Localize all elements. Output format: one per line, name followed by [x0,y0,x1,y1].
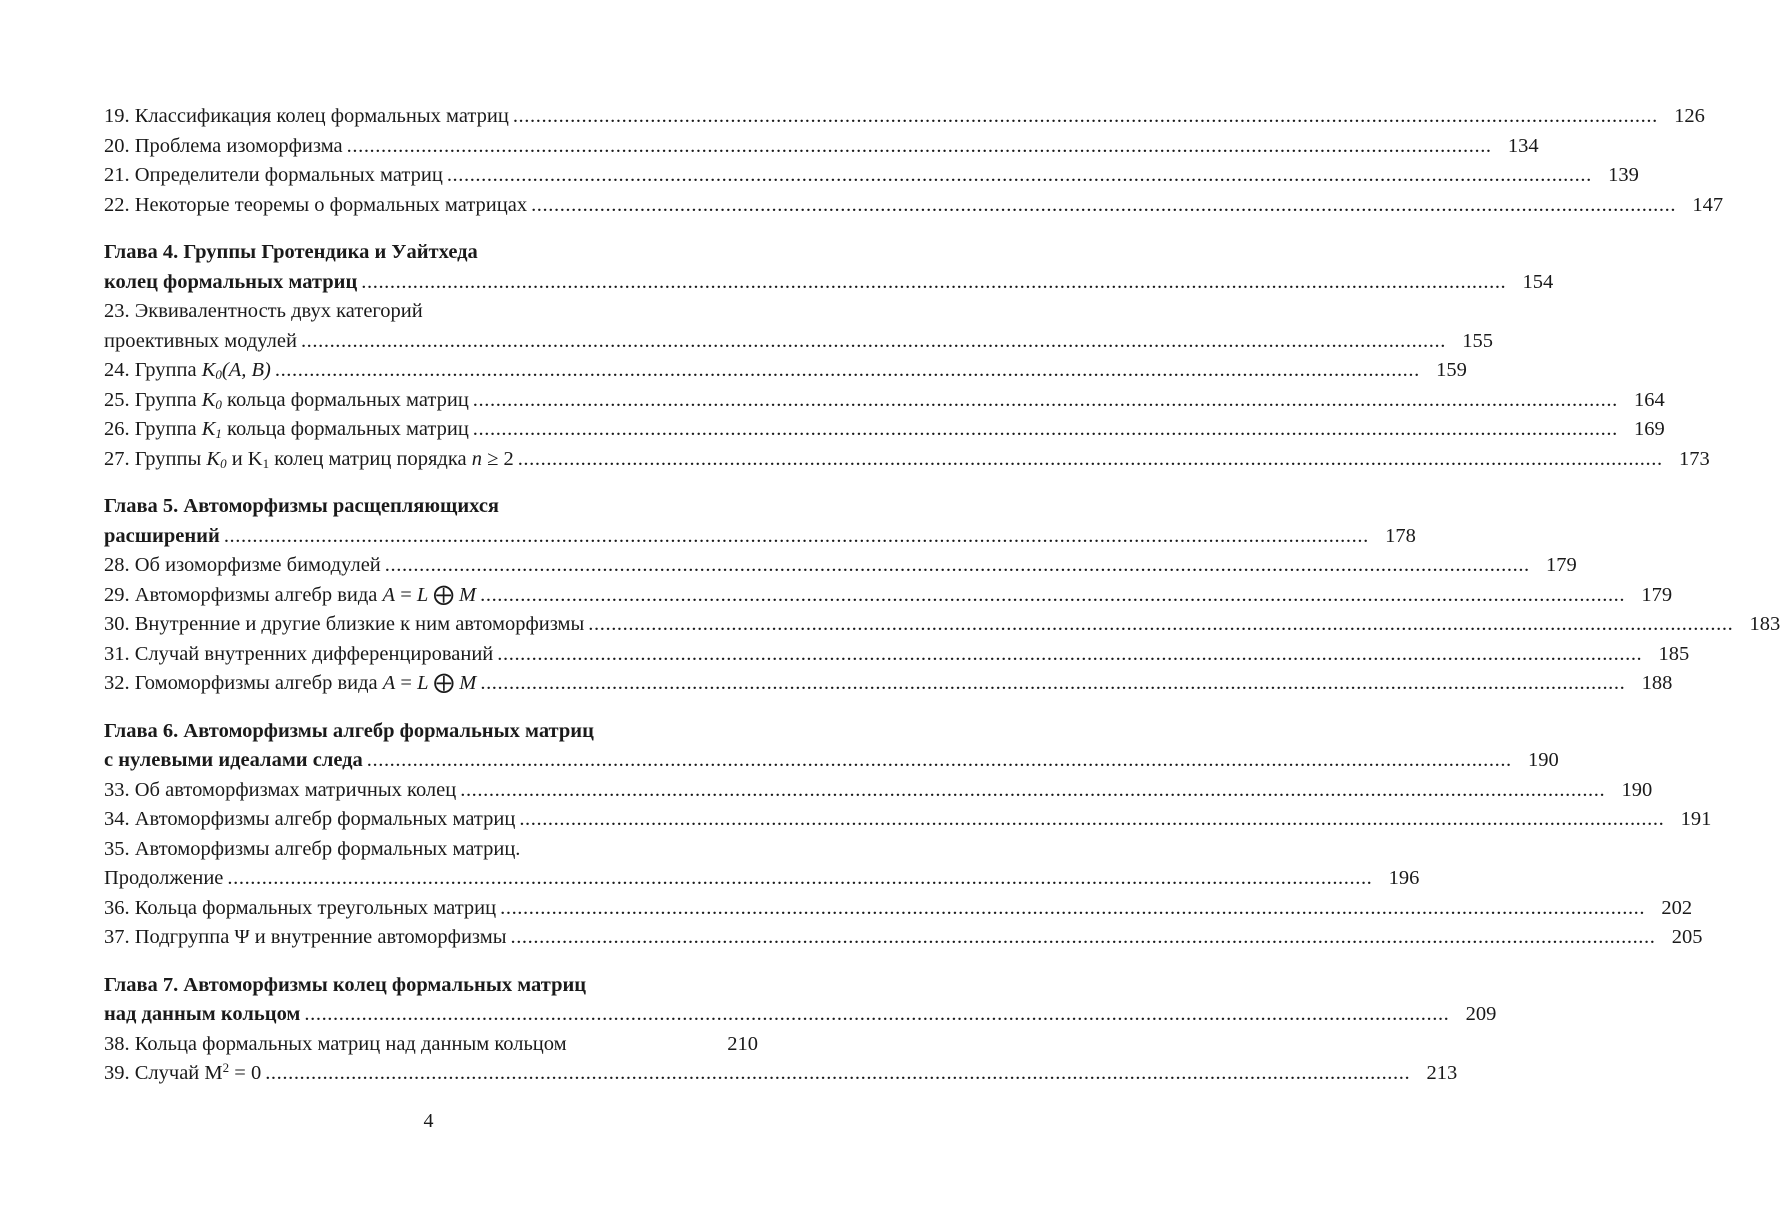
chapter-heading-line [104,522,1416,552]
toc-entry-title: колец формальных матриц [104,270,358,293]
toc-page-number: 191 [1680,808,1712,830]
toc-entry-title: 39. Случай $M^2 = 0$ [104,1060,262,1084]
toc-page-number: 210 [727,1032,758,1055]
toc-entry [104,864,1420,894]
dot-leader: ........................................................................................................................................................................................................ [300,329,1446,352]
toc-entry-title: с нулевыми идеалами следа [104,749,363,771]
toc-entry-title: 25. Группа $K_0$ кольца формальных матриц [104,388,469,412]
toc-entry-title: 29. Автоморфизмы алгебр вида A = L ⨁ M [104,583,477,606]
toc-page-number: 155 [1462,329,1493,352]
dot-leader: ........................................................................................................................................................................................................ [265,1062,1411,1084]
toc-entry-title: проективных модулей [104,329,297,352]
toc-entry [104,102,1705,132]
toc-page-number: 134 [1507,134,1539,157]
toc-entry-title: 22. Некоторые теоремы о формальных матрицах [104,193,528,216]
dot-leader: ........................................................................................................................................................................................................ [274,359,1420,381]
chapter-heading-line [104,238,758,268]
toc-page-number: 185 [1658,642,1690,665]
toc-entry [104,894,1693,924]
toc-entry-title: 31. Случай внутренних дифференцирований [104,642,494,665]
section-gap [104,953,758,971]
dot-leader: ........................................................................................................................................................................................................ [366,749,1512,771]
dot-leader: ........................................................................................................................................................................................................ [223,524,1369,547]
dot-leader: ........................................................................................................................................................................................................ [588,613,1734,635]
toc-entry-title: 28. Об изоморфизме бимодулей [104,554,381,576]
dot-leader: ........................................................................................................................................................................................................ [480,672,1626,694]
dot-leader: ........................................................................................................................................................................................................ [519,808,1665,830]
toc-page-number: 179 [1546,554,1577,576]
toc-page-number: 183 [1749,613,1780,635]
toc-page-number: 178 [1385,524,1416,547]
toc-entry-title: 35. Автоморфизмы алгебр формальных матриц. [104,837,521,860]
dot-leader: ........................................................................................................................................................................................................ [512,105,1658,127]
toc-entry [104,415,1665,445]
toc-entry [104,581,1673,611]
dot-leader: ........................................................................................................................................................................................................ [497,642,1643,665]
toc-entry [104,297,758,327]
toc-entry [104,835,758,865]
section-gap [104,474,758,492]
dot-leader: ........................................................................................................................................................................................................ [460,778,1606,801]
toc-entry [104,669,1673,699]
toc-entry [104,191,1724,221]
toc-page-number: 139 [1608,164,1639,186]
toc-entry [104,610,1780,640]
toc-entry [104,445,1710,475]
toc-page-number: 179 [1641,583,1673,606]
dot-leader: ........................................................................................................................................................................................................ [227,867,1373,889]
toc-entry-title: 38. Кольца формальных матриц над данным кольцом [104,1032,567,1055]
page-number: 4 [423,1110,434,1132]
toc-page-number: 159 [1436,359,1467,381]
chapter-heading-line [104,268,1554,298]
toc-entry-title: над данным кольцом [104,1003,301,1025]
dot-leader: ........................................................................................................................................................................................................ [446,164,1592,186]
table-of-contents [104,102,1780,1089]
toc-entry-title: 24. Группа $K_0(A$, B) [104,359,271,382]
toc-entry [104,805,1712,835]
dot-leader: ........................................................................................................................................................................................................ [361,270,1507,293]
toc-page-number: 154 [1522,270,1554,293]
chapter-heading-line [104,1000,1497,1030]
toc-page-number: 196 [1388,867,1420,889]
dot-leader: ........................................................................................................................................................................................................ [531,193,1677,216]
section-gap [104,699,758,717]
toc-entry [104,1030,758,1060]
toc-entry-title: 32. Гомоморфизмы алгебр вида A = L ⨁ M [104,672,477,694]
dot-leader: ........................................................................................................................................................................................................ [384,554,1530,576]
toc-page-number: 213 [1426,1062,1458,1084]
toc-entry-title: Глава 5. Автоморфизмы расщепляющихся [104,495,500,517]
dot-leader: ........................................................................................................................................................................................................ [472,418,1618,440]
dot-leader: ........................................................................................................................................................................................................ [510,926,1656,948]
toc-entry-title: 21. Определители формальных матриц [104,164,443,186]
toc-entry-title: 23. Эквивалентность двух категорий [104,300,423,322]
chapter-heading-line [104,971,758,1001]
toc-entry-title: 36. Кольца формальных треугольных матриц [104,896,497,919]
toc-entry-title: 19. Классификация колец формальных матриц [104,105,509,127]
chapter-heading-line [104,717,758,747]
toc-page-number: 188 [1641,672,1673,694]
dot-leader: ........................................................................................................................................................................................................ [500,896,1646,919]
toc-entry [104,923,1703,953]
toc-entry [104,640,1690,670]
toc-entry-title: 34. Автоморфизмы алгебр формальных матриц [104,808,516,830]
dot-leader: ........................................................................................................................................................................................................ [472,388,1618,411]
toc-entry [104,161,1639,191]
toc-entry-title: расширений [104,524,220,547]
toc-page-number: 190 [1621,778,1653,801]
chapter-heading-line [104,746,1559,776]
toc-page-number: 202 [1661,896,1693,919]
toc-page-number: 164 [1634,388,1665,411]
toc-entry-title: Продолжение [104,867,224,889]
toc-entry-title: 33. Об автоморфизмах матричных колец [104,778,457,801]
toc-page-number: 173 [1678,447,1710,470]
dot-leader: ........................................................................................................................................................................................................ [517,447,1663,470]
toc-page-number: 209 [1465,1003,1497,1025]
toc-entry [104,327,1493,357]
toc-entry-title: Глава 7. Автоморфизмы колец формальных матриц [104,973,587,996]
toc-page-number: 169 [1634,418,1665,440]
toc-entry-title: Глава 6. Автоморфизмы алгебр формальных матриц [104,719,594,742]
toc-entry [104,776,1653,806]
toc-entry-title: 26. Группа $K_1$ кольца формальных матриц [104,418,469,441]
toc-entry-title: Глава 4. Группы Гротендика и Уайтхеда [104,241,478,263]
dot-leader: ........................................................................................................................................................................................................ [304,1003,1450,1025]
toc-entry [104,551,1577,581]
toc-entry [104,386,1665,416]
toc-entry [104,1059,1458,1089]
toc-entry-title: 37. Подгруппа Ψ и внутренние автоморфизмы [104,926,507,948]
toc-entry [104,132,1539,162]
toc-page-number: 126 [1674,105,1705,127]
toc-page-number: 190 [1528,749,1559,771]
toc-entry-title: 20. Проблема изоморфизма [104,134,343,157]
toc-entry-title: 30. Внутренние и другие близкие к ним автоморфизмы [104,613,585,635]
dot-leader: ........................................................................................................................................................................................................ [480,583,1626,606]
section-gap [104,220,758,238]
toc-page-number: 147 [1692,193,1724,216]
dot-leader: ........................................................................................................................................................................................................ [346,134,1492,157]
toc-entry [104,356,1467,386]
toc-page-number: 205 [1671,926,1703,948]
toc-entry-title: 27. Группы $K_0$ и $K_1$ колец матриц порядка n ≥ 2 [104,447,514,471]
chapter-heading-line [104,492,758,522]
